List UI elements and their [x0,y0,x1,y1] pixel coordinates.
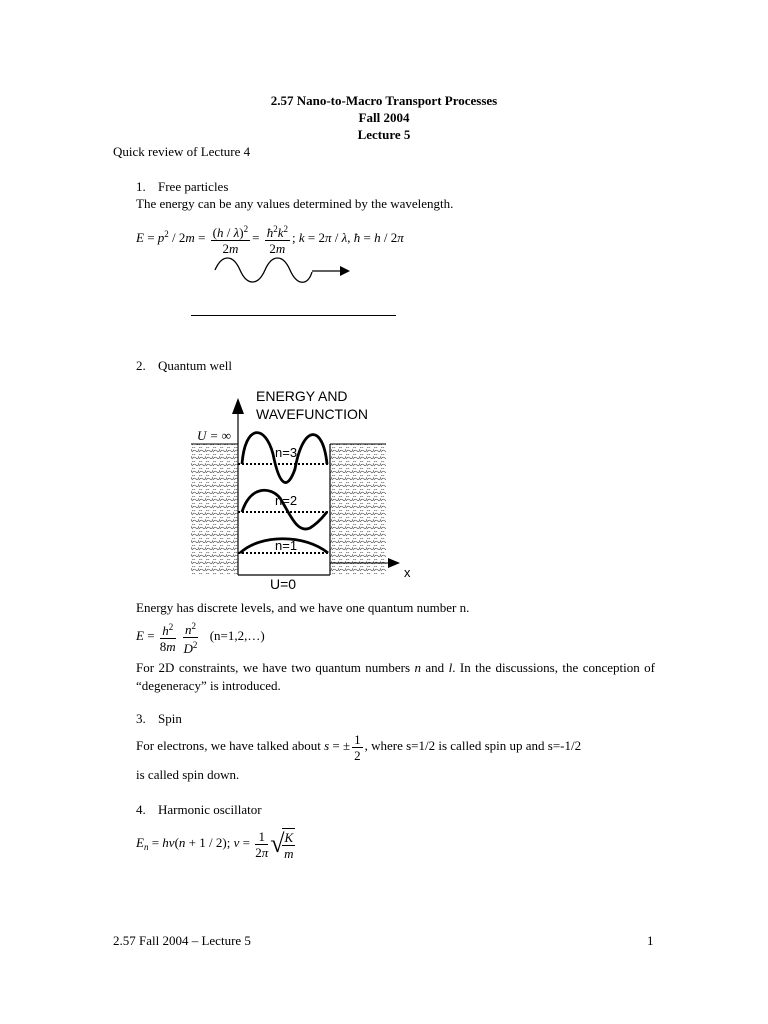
footer-left: 2.57 Fall 2004 – Lecture 5 [113,933,251,948]
horizontal-rule [191,315,396,316]
section-3-text-end: is called spin down. [136,767,240,782]
wave-arrow-icon [200,250,360,290]
section-4-number: 4. [136,802,146,817]
level-n1-label: n=1 [275,538,298,553]
section-2-title: Quantum well [158,358,233,373]
free-particle-energy-equation: $E = p^2 / 2m$ = $\frac{(h / \lambda)^2}{2m}$ = $\frac{ħ^2k^2}{2m}$ ; k = 2π / λ, ħ = h / 2π [136,224,404,257]
section-1-title: Free particles [158,179,229,194]
level-n2-label: n=2 [275,493,298,508]
section-4-title: Harmonic oscillator [158,802,262,817]
section-3-number: 3. [136,711,146,726]
section-2-number: 2. [136,358,146,373]
level-n3-label: n=3 [275,445,298,460]
quantum-well-diagram [185,384,425,596]
diagram-title-line1: ENERGY AND [256,388,348,404]
diagram-title-line2: WAVEFUNCTION [256,406,368,422]
section-2-text-1: Energy has discrete levels, and we have one quantum number n. [136,600,470,615]
x-axis-arrow-icon [388,558,400,568]
section-2-text-2: For 2D constraints, we have two quantum numbers n and l. In the discussions, the conception of “degeneracy” is introduced. [136,660,655,693]
intro-text: Quick review of Lecture 4 [113,144,251,159]
u-infinity-label: U = ∞ [197,428,231,443]
lecture-label: Lecture 5 [357,127,411,142]
y-axis-arrow-icon [232,398,244,414]
section-1-number: 1. [136,179,146,194]
page-number: 1 [647,933,654,948]
x-axis-label: x [404,565,411,580]
right-barrier [330,444,386,575]
section-3-title: Spin [158,711,182,726]
u-zero-label: U=0 [270,576,297,592]
course-title: 2.57 Nano-to-Macro Transport Processes [270,93,498,108]
quantum-well-energy-equation: E = $\frac{h^2}{8m}$ $\frac{n^2}{D^2}$ (n=1,2,…) [136,620,265,656]
term-label: Fall 2004 [358,110,410,125]
section-3-text: For electrons, we have talked about s = ± $\frac{1}{2}$ , where s=1/2 is called spin up and s=-1/2 [136,731,582,763]
harmonic-oscillator-equation: $E_n = h\nu(n + 1 / 2)$; ν = $\frac{1}{2\pi}$ √ $\frac{K}{m}$ [136,828,294,861]
left-barrier [191,444,238,575]
quantum-number-note: (n=1,2,…) [209,628,265,643]
section-1-text: The energy can be any values determined by the wavelength. [136,196,454,211]
